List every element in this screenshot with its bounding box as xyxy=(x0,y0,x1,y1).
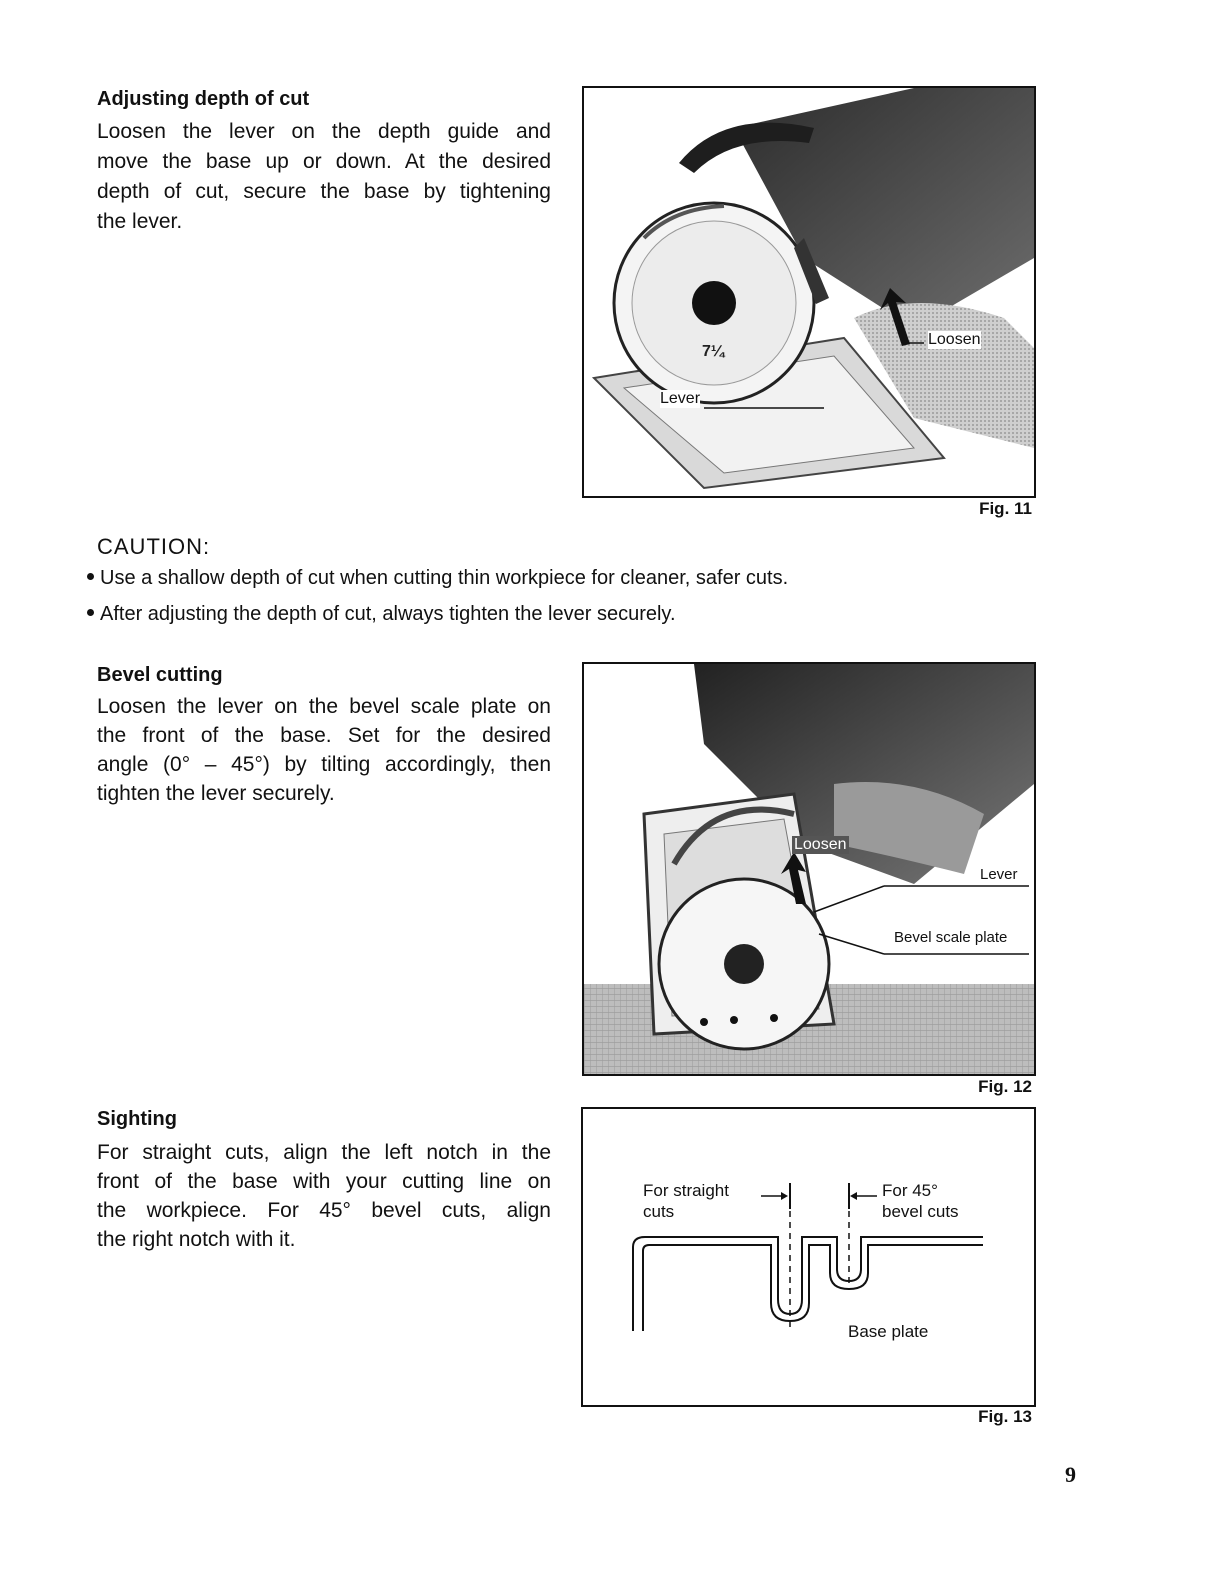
section-heading-sighting: Sighting xyxy=(97,1108,177,1130)
straight-cuts-line-1: For straight xyxy=(643,1181,729,1200)
figure-12-photo xyxy=(582,662,1036,1076)
saw-depth-illustration xyxy=(584,88,1034,496)
fig12-callout-loosen: Loosen xyxy=(794,836,847,853)
figure-11-photo xyxy=(582,86,1036,498)
caution-title: CAUTION: xyxy=(97,534,211,559)
bevel-line: angle (0° – 45°) by tilting accordingly, then xyxy=(97,753,551,776)
section-heading-bevel: Bevel cutting xyxy=(97,664,223,686)
figure-13-diagram xyxy=(581,1107,1036,1407)
depth-line: move the base up or down. At the desired xyxy=(97,150,551,173)
depth-line: the lever. xyxy=(97,210,183,233)
blade-marking-text: 7¼ xyxy=(702,343,725,360)
bevel-line: Loosen the lever on the bevel scale plate on xyxy=(97,695,551,718)
section-heading-depth: Adjusting depth of cut xyxy=(97,88,310,110)
sighting-line: the right notch with it. xyxy=(97,1228,296,1251)
bullet-icon xyxy=(87,609,94,616)
bevel-cuts-line-1: For 45° xyxy=(882,1181,938,1200)
bevel-line: the front of the base. Set for the desired xyxy=(97,724,551,747)
figure-13-label: Fig. 13 xyxy=(978,1407,1032,1426)
bevel-cuts-label xyxy=(882,1180,959,1222)
figure-11-label: Fig. 11 xyxy=(979,499,1032,518)
bullet-icon xyxy=(87,573,94,580)
fig11-callout-lever: Lever xyxy=(660,390,701,407)
caution-item-text: Use a shallow depth of cut when cutting thin workpiece for cleaner, safer cuts. xyxy=(100,567,789,589)
caution-item xyxy=(87,567,788,590)
bevel-cuts-line-2: bevel cuts xyxy=(882,1202,959,1221)
saw-bevel-illustration xyxy=(584,664,1034,1074)
fig11-callout-loosen: Loosen xyxy=(928,331,981,348)
straight-cuts-label xyxy=(643,1180,729,1222)
base-plate-label: Base plate xyxy=(848,1322,929,1341)
caution-item xyxy=(87,603,676,626)
sighting-line: front of the base with your cutting line on xyxy=(97,1170,551,1193)
fig12-callout-lever: Lever xyxy=(980,866,1018,883)
fig12-callout-bevel-scale-plate: Bevel scale plate xyxy=(894,929,1008,946)
depth-line: Loosen the lever on the depth guide and xyxy=(97,120,551,143)
bevel-line: tighten the lever securely. xyxy=(97,782,335,805)
caution-item-text: After adjusting the depth of cut, always tighten the lever securely. xyxy=(100,603,676,625)
sighting-line: the workpiece. For 45° bevel cuts, align xyxy=(97,1199,551,1222)
straight-cuts-line-2: cuts xyxy=(643,1202,675,1221)
base-plate-notch-diagram xyxy=(583,1109,1034,1405)
depth-line: depth of cut, secure the base by tightening xyxy=(97,180,551,203)
figure-12-label: Fig. 12 xyxy=(978,1077,1032,1096)
sighting-line: For straight cuts, align the left notch in the xyxy=(97,1141,551,1164)
page-number: 9 xyxy=(1065,1462,1076,1487)
